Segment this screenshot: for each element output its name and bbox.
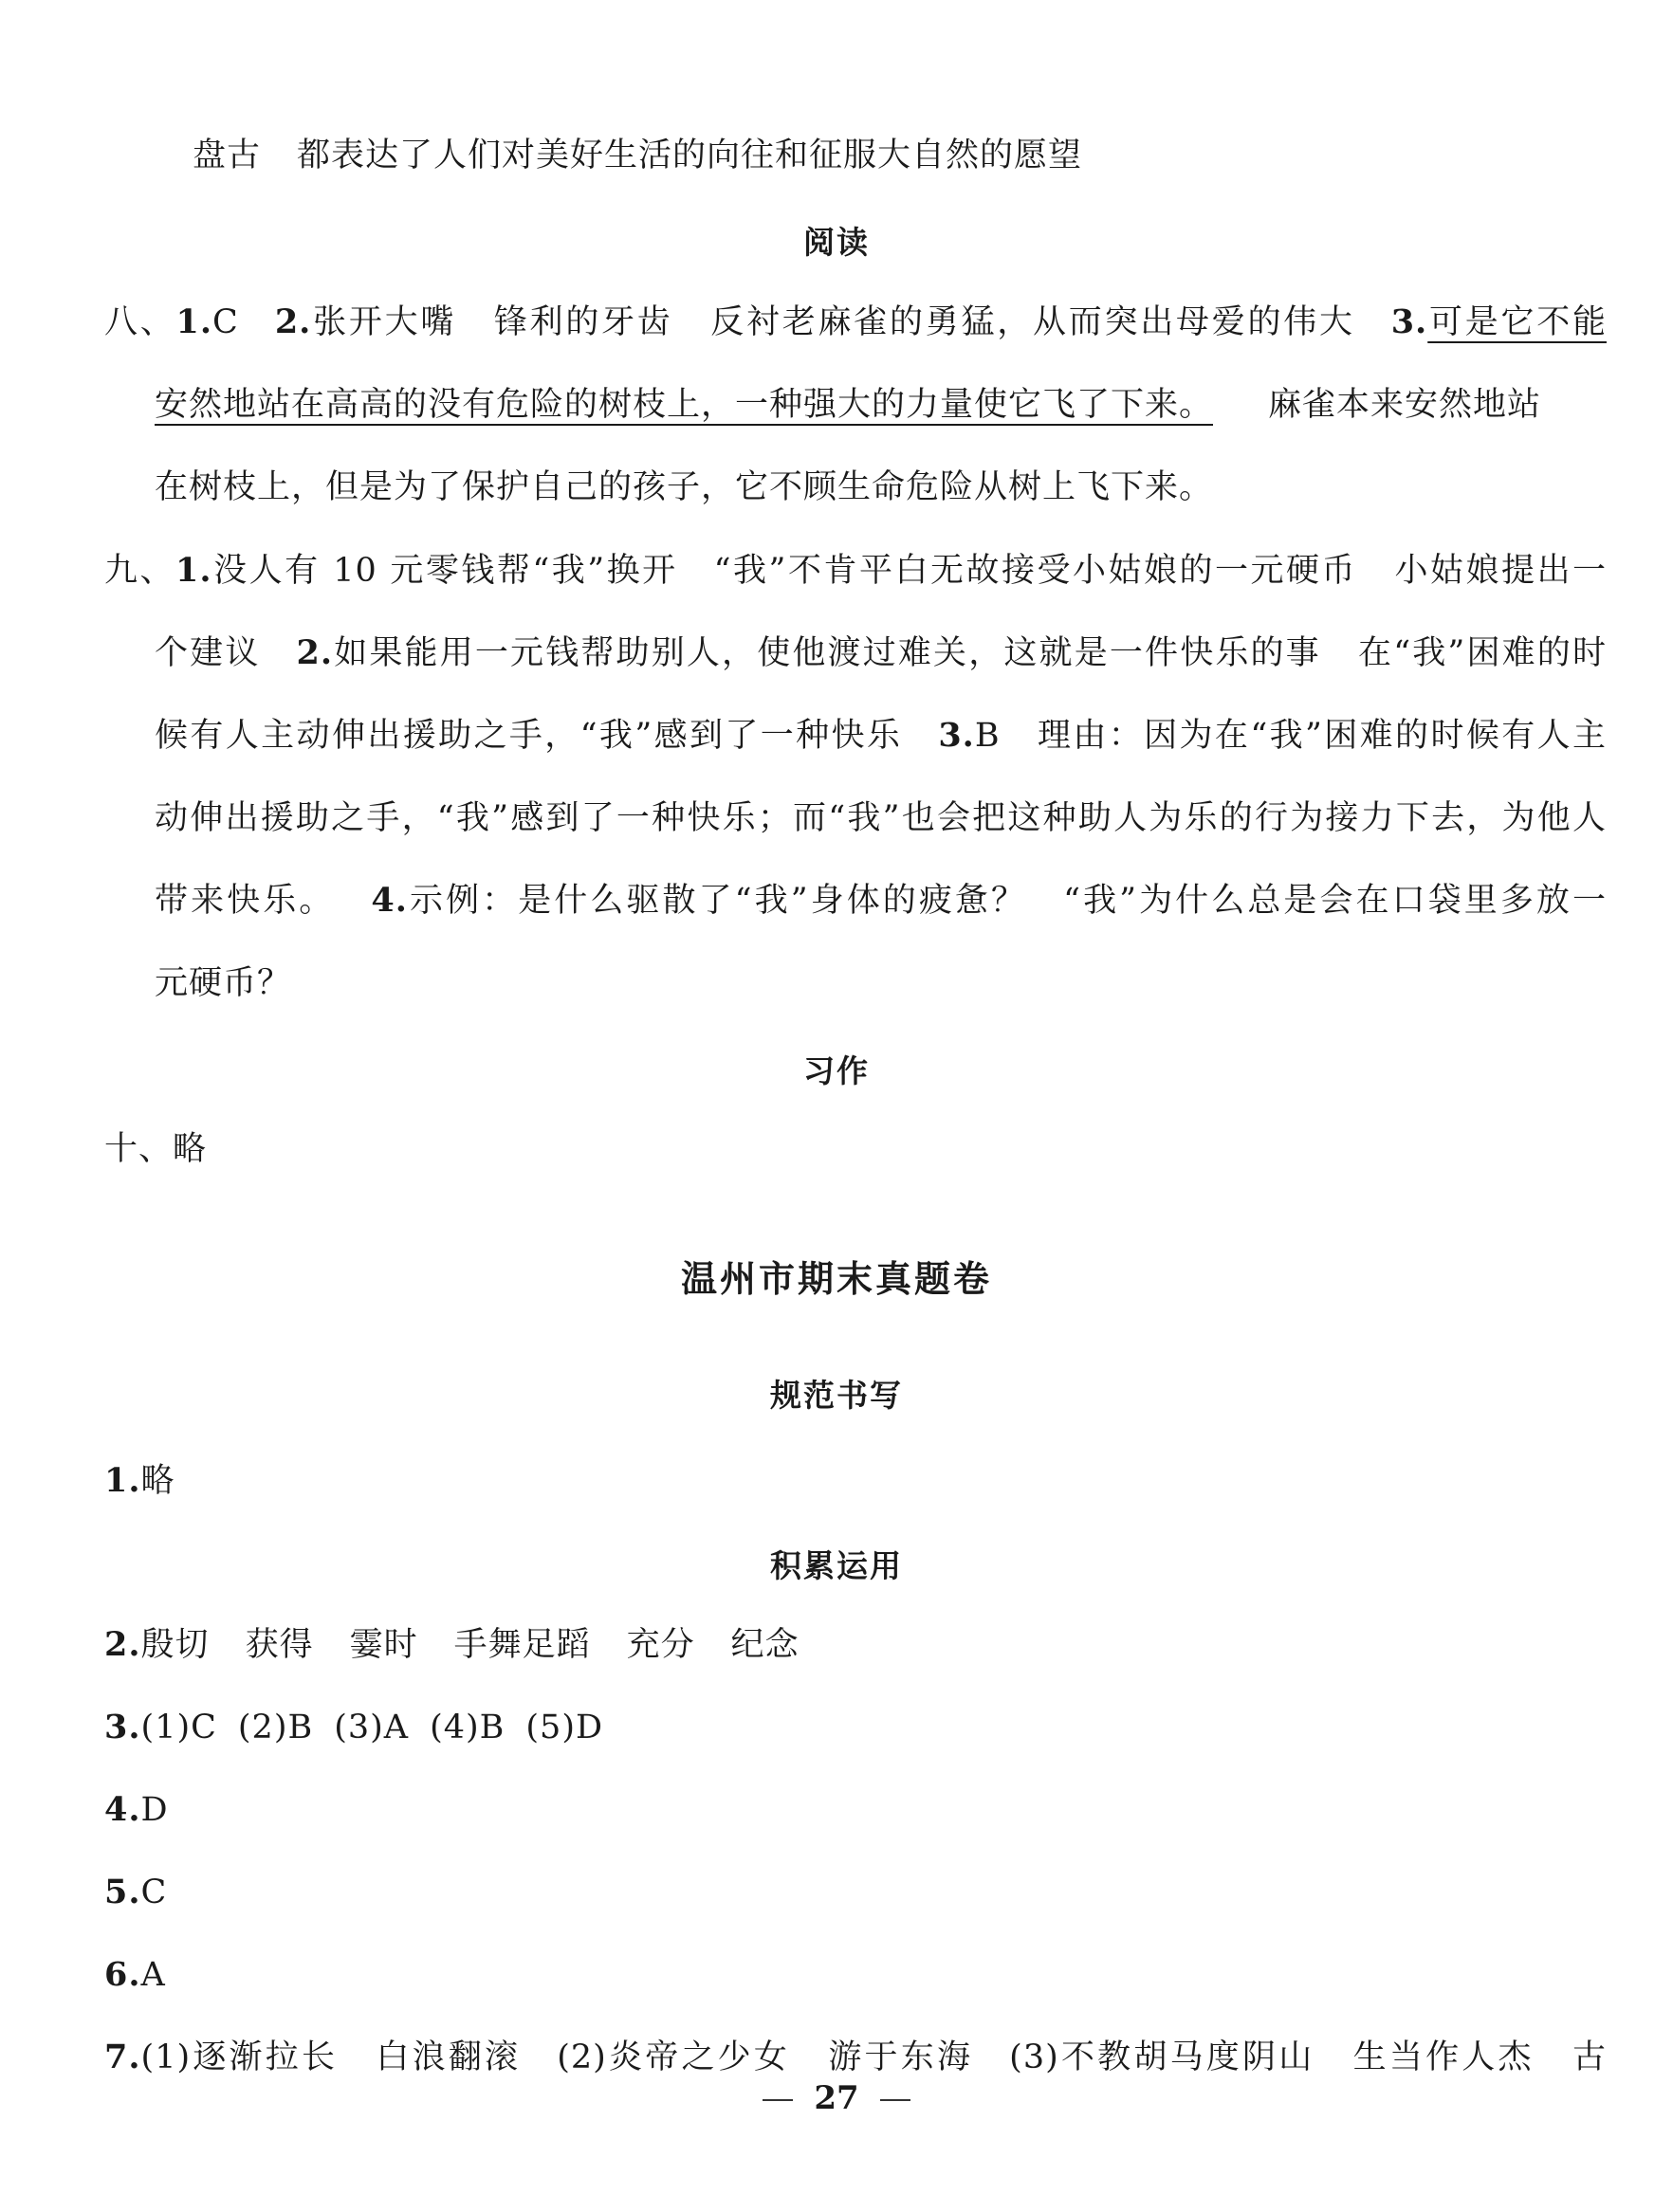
- footer-dash: [880, 2099, 910, 2101]
- section-heading-writing: 习作: [803, 1052, 870, 1089]
- question-number: 八、: [104, 303, 176, 341]
- answer-text: (3)A: [334, 1709, 410, 1746]
- sub-number: 3.: [104, 1708, 141, 1746]
- answer-text: 略: [173, 1130, 208, 1168]
- underlined-text: 可是它不能: [1427, 303, 1607, 341]
- answer-text: 示例：是什么驱散了“我”身体的疲惫？: [407, 882, 1028, 920]
- answer-text: (5)D: [525, 1709, 604, 1746]
- answer-text: 理由：因为在“我”困难的时候有人主: [1036, 717, 1607, 755]
- answer-text: 反衬老麻雀的勇猛，从而突出母爱的伟大: [708, 303, 1355, 341]
- answer-text: 在“我”困难的时: [1356, 634, 1607, 672]
- q9-line-6: 元硬币？: [155, 964, 292, 1002]
- answer-6: [104, 1954, 1607, 1996]
- sub-number: 5.: [104, 1873, 141, 1911]
- sub-number: 1.: [104, 1461, 141, 1500]
- q9-line-2: [155, 632, 1607, 674]
- answer-text: 如果能用一元钱帮助别人，使他渡过难关，这就是一件快乐的事: [333, 634, 1321, 672]
- answer-text: 没人有 10 元零钱帮“我”换开: [211, 552, 678, 590]
- answer-text: 白浪翻滚: [374, 2038, 522, 2076]
- sub-number: 2.: [274, 302, 312, 341]
- sub-number: 1.: [175, 551, 212, 590]
- answer-text: 殷切: [140, 1626, 210, 1664]
- answer-text: 锋利的牙齿: [492, 303, 673, 341]
- question-number: 十、: [104, 1130, 174, 1168]
- answer-text: (1)逐渐拉长: [140, 2038, 339, 2076]
- answer-text: 候有人主动伸出援助之手，“我”感到了一种快乐: [155, 717, 903, 755]
- answer-text: 古: [1570, 2038, 1607, 2076]
- answer-text: C: [212, 303, 239, 341]
- sub-number: 4.: [104, 1790, 141, 1829]
- sub-number: 6.: [104, 1955, 141, 1994]
- answer-3: [104, 1707, 1607, 1748]
- sub-number: 2.: [296, 633, 334, 672]
- answer-text: (4)B: [430, 1709, 506, 1746]
- text-line: [155, 135, 1607, 176]
- answer-1: [104, 1460, 1607, 1502]
- q10-line: [104, 1128, 1607, 1170]
- answer-7: [104, 2037, 1607, 2078]
- answer-text: (2)炎帝之少女: [557, 2038, 791, 2076]
- section-heading-reading: 阅读: [803, 224, 870, 261]
- q9-line-5: [155, 880, 1607, 922]
- q9-line-1: [104, 550, 1607, 592]
- answer-text: 游于东海: [826, 2038, 974, 2076]
- answer-text: 手舞足蹈: [453, 1626, 591, 1664]
- answer-text: B: [974, 717, 1001, 755]
- answer-text: 麻雀本来安然地站: [1268, 386, 1542, 424]
- answer-text: (1)C: [140, 1709, 217, 1746]
- sub-number: 2.: [104, 1625, 141, 1664]
- answer-text: 纪念: [730, 1626, 800, 1664]
- answer-text: (2)B: [237, 1709, 314, 1746]
- sub-number: 3.: [1390, 302, 1428, 341]
- answer-text: 张开大嘴: [311, 303, 457, 341]
- answer-text: 霎时: [349, 1626, 418, 1664]
- answer-text: 略: [140, 1462, 175, 1500]
- answer-text: 个建议: [155, 634, 261, 672]
- sub-number: 7.: [104, 2038, 141, 2076]
- answer-text: 都表达了人们对美好生活的向往和征服大自然的愿望: [297, 137, 1083, 174]
- sub-number: 1.: [175, 302, 213, 341]
- q9-line-3: [155, 715, 1607, 757]
- answer-text: A: [140, 1956, 166, 1994]
- page-footer: [0, 2079, 1673, 2117]
- page-number: 27: [814, 2079, 859, 2117]
- answer-text: 生当作人杰: [1351, 2038, 1535, 2076]
- q8-line-2: [155, 384, 1607, 426]
- answer-text: C: [140, 1874, 168, 1911]
- section-heading-accumulation: 积累运用: [770, 1547, 903, 1584]
- answer-text: (3)不教胡马度阴山: [1009, 2038, 1315, 2076]
- answer-text: 充分: [626, 1626, 695, 1664]
- answer-text: “我”不肯平白无故接受小姑娘的一元硬币: [713, 552, 1357, 590]
- question-number: 九、: [104, 552, 176, 590]
- q8-line-3: 在树枝上，但是为了保护自己的孩子，它不顾生命危险从树上飞下来。: [155, 468, 1214, 506]
- answer-2: [104, 1624, 1607, 1666]
- q9-line-4: 动伸出援助之手，“我”感到了一种快乐；而“我”也会把这种助人为乐的行为接力下去，为他人: [155, 799, 1607, 837]
- answer-text: 小姑娘提出一: [1392, 552, 1607, 590]
- answer-text: 获得: [245, 1626, 314, 1664]
- underlined-text: 安然地站在高高的没有危险的树枝上，一种强大的力量使它飞了下来。: [155, 386, 1214, 424]
- answer-text: D: [140, 1791, 169, 1829]
- section-heading-handwriting: 规范书写: [770, 1377, 903, 1414]
- footer-dash: [763, 2099, 793, 2101]
- sub-number: 4.: [371, 881, 408, 920]
- sub-number: 3.: [938, 716, 975, 755]
- answer-4: [104, 1789, 1607, 1831]
- exam-title: 温州市期末真题卷: [680, 1258, 992, 1300]
- answer-text: “我”为什么总是会在口袋里多放一: [1063, 882, 1607, 920]
- q8-line-1: [104, 302, 1607, 343]
- answer-5: [104, 1872, 1607, 1913]
- answer-text: 带来快乐。: [155, 882, 336, 920]
- answer-text: 盘古: [193, 137, 262, 174]
